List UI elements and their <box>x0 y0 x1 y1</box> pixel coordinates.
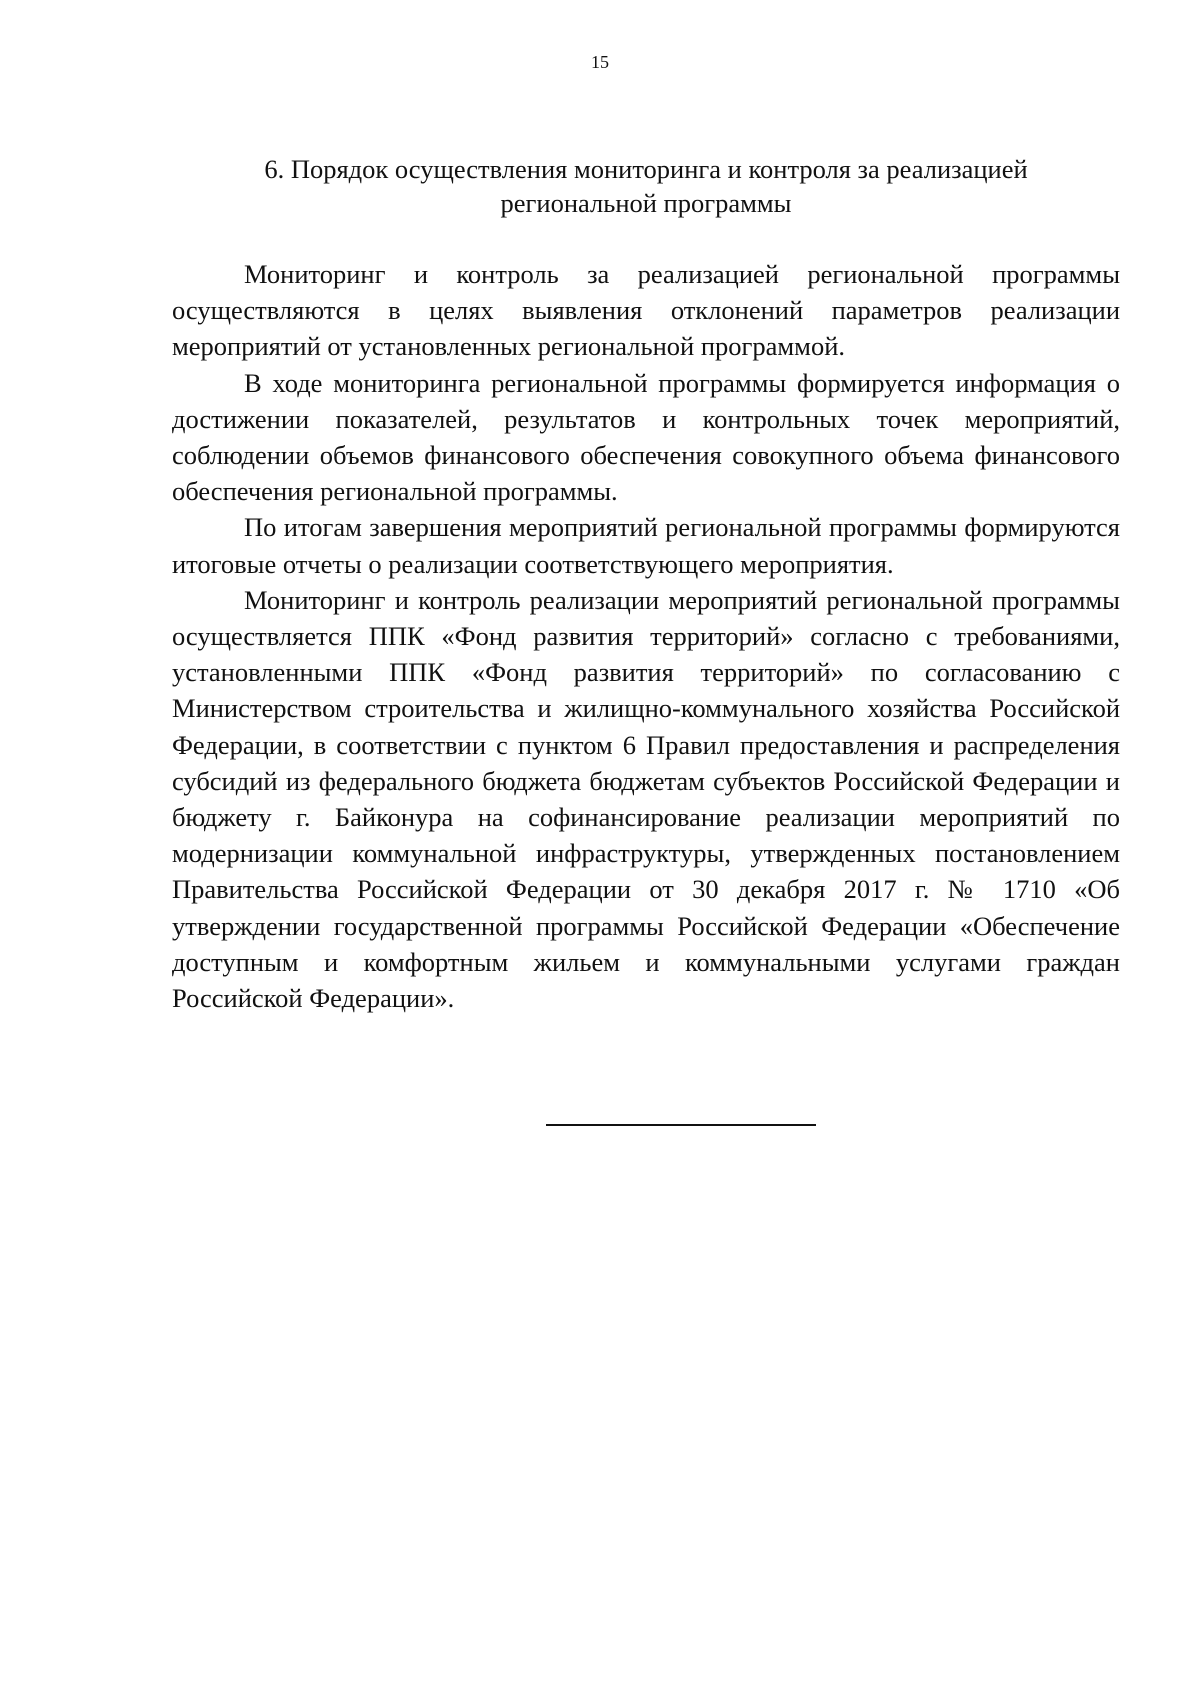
section-heading-line-1: 6. Порядок осуществления мониторинга и контроля за реализацией <box>264 154 1028 184</box>
section-heading <box>172 152 1120 220</box>
paragraph-monitoring-purpose: Мониторинг и контроль за реализацией региональной программы осуществляются в целях выявления отклонений параметров реализации мероприятий от установленных региональной программой. <box>172 259 1120 362</box>
end-of-document-rule <box>546 1124 816 1126</box>
paragraph-final-reports: По итогам завершения мероприятий региональной программы формируются итоговые отчеты о реализации соответствующего мероприятия. <box>172 512 1120 579</box>
document-body <box>172 256 1120 1016</box>
paragraph-control-responsibility: Мониторинг и контроль реализации мероприятий региональной программы осуществляется ППК «Фонд развития территорий» согласно с требованиями, установленными ППК «Фонд развития территорий» по согласованию с Министерством строительства и жилищно-коммунального хозяйства Российской Федерации, в соответствии с пунктом 6 Правил предоставления и распределения субсидий из федерального бюджета бюджетам субъектов Российской Федерации и бюджету г. Байконура на софинансирование реализации мероприятий по модернизации коммунальной инфраструктуры, утвержденных постановлением Правительства Российской Федерации от 30 декабря 2017 г. № 1710 «Об утверждении государственной программы Российской Федерации «Обеспечение доступным и комфортным жильем и коммунальными услугами граждан Российской Федерации». <box>172 584 1120 1014</box>
section-heading-line-2: региональной программы <box>500 188 792 218</box>
page-number: 15 <box>591 52 609 72</box>
paragraph-monitoring-information: В ходе мониторинга региональной программы формируется информация о достижении показателей, результатов и контрольных точек мероприятий, соблюдении объемов финансового обеспечения совокупного объема финансового обеспечения региональной программы. <box>172 367 1120 507</box>
